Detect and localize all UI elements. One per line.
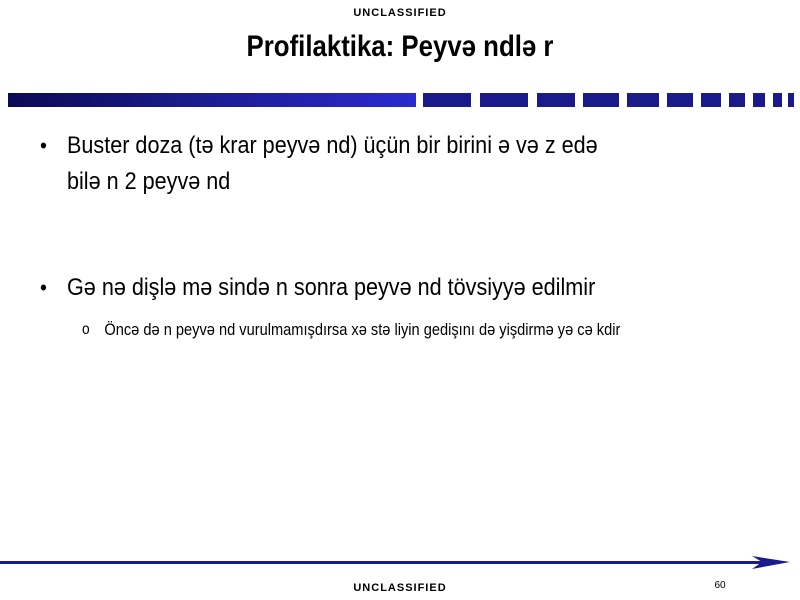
- footer-arrow-line: [0, 552, 800, 574]
- title-bar-block: [423, 93, 471, 107]
- title-bar-block: [729, 93, 745, 107]
- bullet-dot-icon: •: [40, 275, 47, 300]
- bullet-text-line: Buster doza (tə krar peyvə nd) üçün bir birini ə və z edə: [67, 132, 598, 159]
- footer-line-bar: [0, 561, 770, 564]
- title-underline-bar: [8, 93, 794, 107]
- sub-bullet-marker-icon: o: [82, 321, 90, 338]
- title-bar-block: [537, 93, 575, 107]
- bullet-text-line: Gə nə dişlə mə sində n sonra peyvə nd tövsiyyə edilmir: [67, 274, 596, 301]
- title-bar-block: [627, 93, 659, 107]
- bottom-classification-banner: UNCLASSIFIED: [353, 582, 447, 594]
- title-bar-block: [583, 93, 619, 107]
- top-classification-banner: UNCLASSIFIED: [353, 7, 447, 19]
- title-bar-block: [667, 93, 693, 107]
- page-number: 60: [714, 580, 726, 591]
- title-bar-block: [701, 93, 721, 107]
- sub-bullet-text: Öncə də n peyvə nd vurulmamışdırsa xə stə liyin gedişını də yişdirmə yə cə kdir: [104, 320, 621, 339]
- bullet-dot-icon: •: [40, 133, 47, 158]
- title-bar-block: [753, 93, 765, 107]
- title-bar-gradient: [8, 93, 416, 107]
- slide-title: Profilaktika: Peyvə ndlə r: [246, 30, 554, 63]
- title-bar-block: [773, 93, 782, 107]
- title-bar-block: [788, 93, 794, 107]
- bullet-text-line: bilə n 2 peyvə nd: [67, 168, 231, 195]
- title-bar-block: [480, 93, 528, 107]
